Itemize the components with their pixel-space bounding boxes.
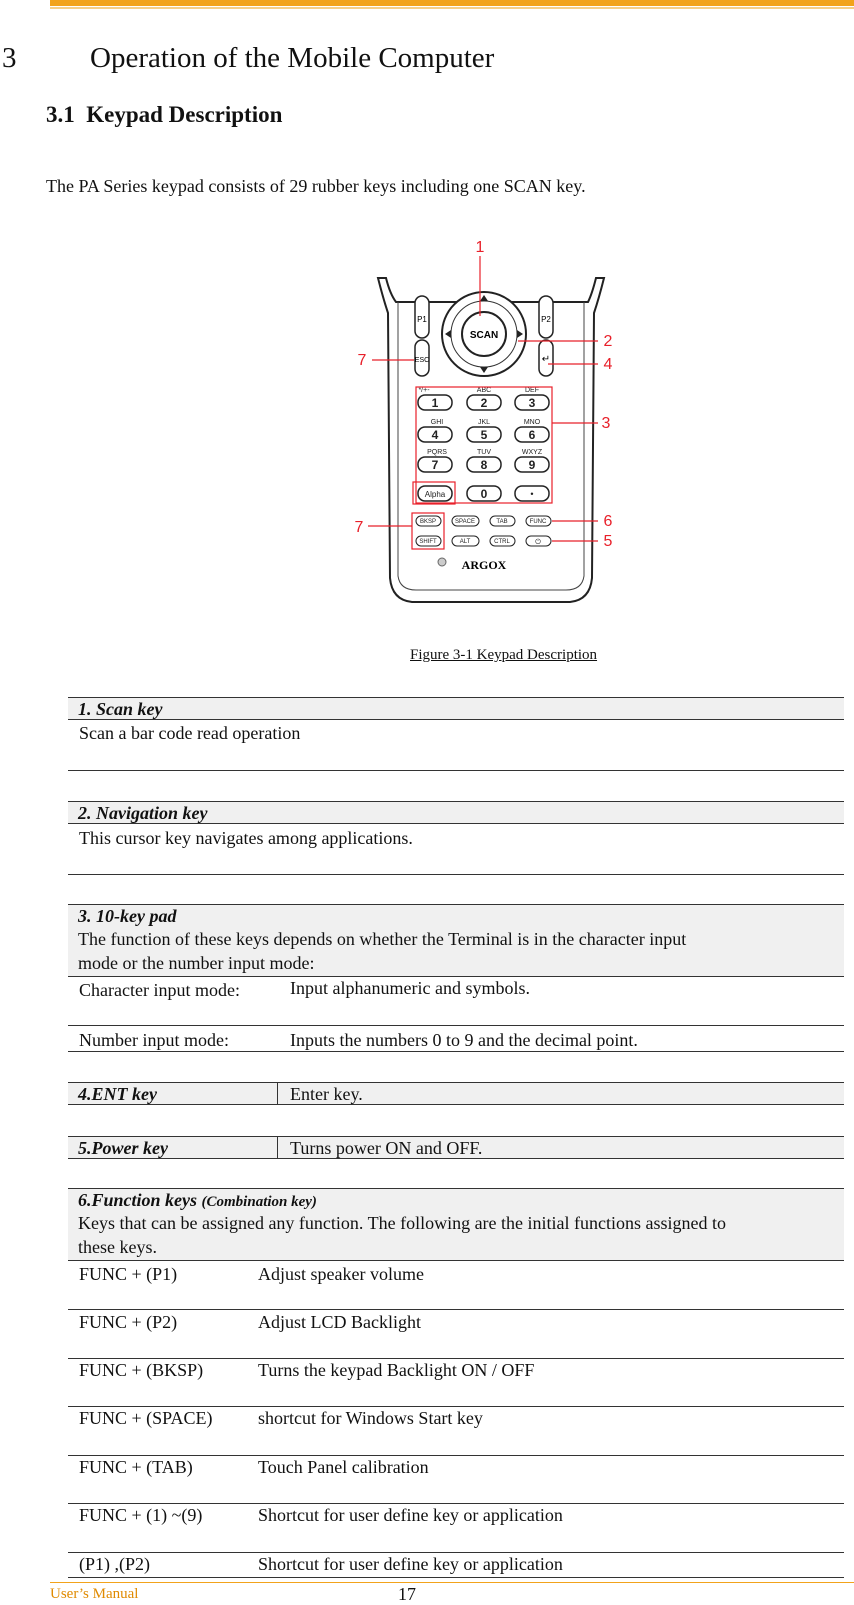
svg-text:WXYZ: WXYZ: [521, 449, 543, 456]
svg-text:SHIFT: SHIFT: [419, 539, 437, 545]
func-combo: FUNC + (P2): [79, 1312, 178, 1332]
brand-logo: ARGOX: [461, 558, 507, 572]
nav-key-title: 2. Navigation key: [78, 803, 208, 823]
svg-text:CTRL: CTRL: [494, 539, 510, 545]
func-combo-desc: Adjust speaker volume: [258, 1264, 424, 1284]
section-number: 3.1: [46, 102, 75, 127]
scan-key-title: 1. Scan key: [78, 699, 163, 719]
char-mode-label: Character input mode:: [79, 980, 240, 1000]
svg-text:7: 7: [431, 458, 439, 472]
svg-text:BKSP: BKSP: [419, 519, 437, 525]
ent-key-title: 4.ENT key: [78, 1084, 157, 1104]
func-combo-desc: Turns the keypad Backlight ON / OFF: [258, 1360, 535, 1380]
divider: [68, 770, 844, 771]
func-keys-title-wrap: [78, 1190, 317, 1211]
svg-text:⏻: ⏻: [535, 539, 541, 546]
chapter-number: 3: [2, 42, 17, 74]
svg-text:*/+-: */+-: [418, 387, 430, 394]
func-combo: FUNC + (TAB): [79, 1457, 193, 1477]
key-abc-label: ABC: [476, 387, 492, 394]
power-key-title: 5.Power key: [78, 1138, 168, 1158]
callout-4: 4: [603, 356, 613, 373]
svg-text:4: 4: [431, 428, 439, 442]
scan-key-label: SCAN: [469, 330, 499, 341]
callout-3: 3: [601, 415, 611, 432]
top-accent-bar-thin: [50, 7, 854, 9]
callout-7-top: 7: [357, 352, 367, 369]
divider: [68, 874, 844, 875]
top-accent-bar: [50, 0, 854, 6]
divider: [68, 1358, 844, 1359]
section-title: Keypad Description: [86, 102, 283, 127]
page-number: 17: [398, 1584, 416, 1604]
func-keys-subtitle: (Combination key): [201, 1194, 317, 1210]
divider: [68, 1577, 844, 1578]
callout-7-bottom: 7: [354, 519, 364, 536]
char-mode-desc: Input alphanumeric and symbols.: [290, 978, 530, 998]
svg-text:TAB: TAB: [496, 519, 508, 525]
callout-1: 1: [475, 239, 485, 256]
func-keys-desc-line2: these keys.: [78, 1237, 157, 1257]
svg-text:JKL: JKL: [477, 419, 491, 426]
power-key-desc: Turns power ON and OFF.: [290, 1138, 483, 1158]
svg-text:PQRS: PQRS: [427, 449, 447, 456]
func-combo: FUNC + (1) ~(9): [79, 1505, 203, 1525]
svg-text:2: 2: [480, 396, 488, 410]
func-combo: (P1) ,(P2): [79, 1554, 150, 1574]
svg-text:9: 9: [528, 458, 536, 472]
svg-text:0: 0: [480, 487, 488, 501]
svg-text:FUNC: FUNC: [529, 519, 547, 525]
divider: [68, 1025, 844, 1026]
scan-key-desc: Scan a bar code read operation: [79, 723, 301, 743]
section-heading: [46, 102, 282, 128]
divider: [68, 1406, 844, 1407]
func-keys-title: 6.Function keys: [78, 1190, 198, 1210]
svg-text:8: 8: [480, 458, 488, 472]
svg-text:GHI: GHI: [430, 419, 444, 426]
nav-key-desc: This cursor key navigates among applications.: [79, 828, 413, 848]
svg-text:Alpha: Alpha: [424, 490, 446, 499]
svg-text:SPACE: SPACE: [455, 519, 475, 525]
footer-rule: [50, 1582, 854, 1583]
chapter-title: Operation of the Mobile Computer: [90, 42, 495, 74]
num-mode-desc: Inputs the numbers 0 to 9 and the decimal point.: [290, 1030, 638, 1050]
keypad-figure: [348, 238, 640, 618]
footer-manual-label: User’s Manual: [50, 1586, 139, 1602]
svg-text:TUV: TUV: [477, 449, 491, 456]
func-combo: FUNC + (P1): [79, 1264, 178, 1284]
svg-text:3: 3: [528, 396, 536, 410]
svg-text:ALT: ALT: [459, 539, 471, 545]
func-combo: FUNC + (BKSP): [79, 1360, 204, 1380]
func-keys-header: [68, 1188, 844, 1261]
svg-text:5: 5: [480, 428, 488, 442]
svg-text:6: 6: [528, 428, 536, 442]
svg-text:MNO: MNO: [523, 419, 541, 426]
p1-key-label: P1: [417, 315, 427, 324]
func-combo-desc: Shortcut for user define key or application: [258, 1554, 563, 1574]
ten-key-desc-line2: mode or the number input mode:: [78, 953, 315, 973]
power-key-header: [68, 1136, 844, 1159]
p2-key-label: P2: [541, 315, 551, 324]
svg-text:1: 1: [431, 396, 439, 410]
func-combo-desc: shortcut for Windows Start key: [258, 1408, 483, 1428]
scan-key-header: [68, 697, 844, 720]
ent-key-header: [68, 1082, 844, 1105]
func-combo-desc: Adjust LCD Backlight: [258, 1312, 421, 1332]
callout-2: 2: [603, 333, 613, 350]
esc-key-label: ESC: [414, 357, 430, 364]
ten-key-desc-line1: The function of these keys depends on whether the Terminal is in the character input: [78, 929, 687, 949]
divider: [68, 1309, 844, 1310]
func-combo: FUNC + (SPACE): [79, 1408, 213, 1428]
intro-paragraph: The PA Series keypad consists of 29 rubber keys including one SCAN key.: [46, 176, 586, 196]
ent-key-desc: Enter key.: [290, 1084, 363, 1104]
figure-caption: Figure 3-1 Keypad Description: [410, 647, 598, 663]
divider: [68, 1552, 844, 1553]
func-combo-desc: Shortcut for user define key or application: [258, 1505, 563, 1525]
status-led: [438, 558, 446, 566]
ent-key-label: ↵: [541, 354, 551, 365]
key-def-label: DEF: [525, 387, 539, 394]
callout-6: 6: [603, 513, 613, 530]
func-keys-desc-line1: Keys that can be assigned any function. The following are the initial functions assigned to: [78, 1213, 727, 1233]
divider: [68, 1503, 844, 1504]
divider: [68, 1051, 844, 1052]
func-combo-desc: Touch Panel calibration: [258, 1457, 429, 1477]
ten-key-header: [68, 904, 844, 977]
divider: [68, 1455, 844, 1456]
svg-text:•: •: [530, 489, 534, 499]
nav-key-header: [68, 801, 844, 824]
num-mode-label: Number input mode:: [79, 1030, 229, 1050]
ten-key-title: 3. 10-key pad: [78, 906, 177, 926]
callout-5: 5: [603, 533, 613, 550]
